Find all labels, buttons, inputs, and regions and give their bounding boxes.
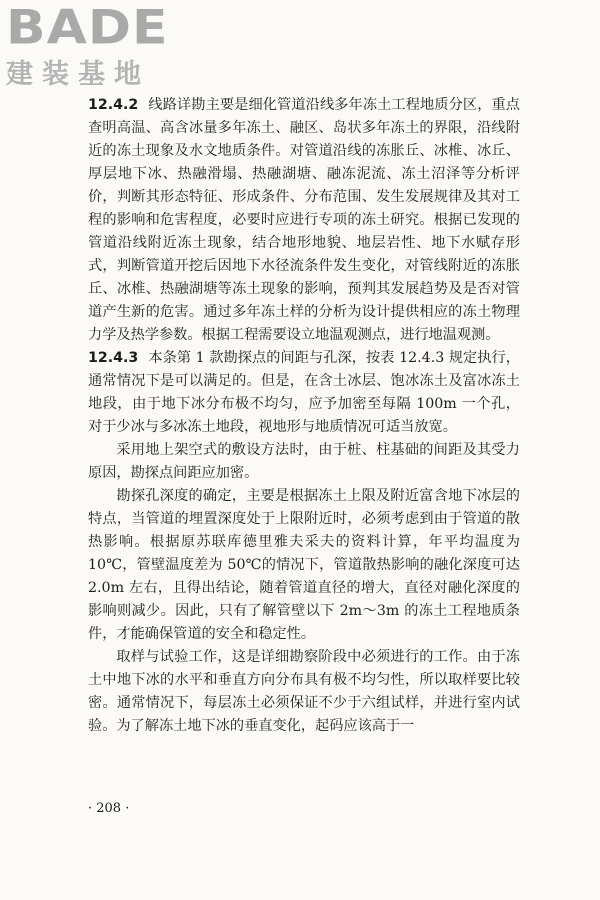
page-number: · 208 · [88, 801, 130, 816]
logo-mark: BADE [6, 1, 169, 56]
paragraph-elevated-laying [88, 439, 520, 485]
paragraph-text: 采用地上架空式的敷设方法时，由于桩、柱基础的间距及其受力原因，勘探点间距应加密。 [88, 442, 520, 481]
logo [6, 1, 196, 91]
paragraph-text: 勘探孔深度的确定，主要是根据冻土上限及附近富含地下冰层的特点，当管道的埋置深度处于上限附近时，必须考虑到由于管道的散热影响。根据原苏联库德里雅夫采夫的资料计算，年平均温度为 10℃，管壁温度差为 50℃的情况下，管道散热影响的融化深度可达 2.0m 左右，且得出结论，随着管道直径的增大，直径对融化深度的影响则减少。因此，只有了解管壁以下 2m～3m 的冻土工程地质条件，才能确保管道的安全和稳定性。 [88, 488, 520, 642]
paragraph-borehole-depth [88, 485, 520, 646]
section-number: 12.4.2 [88, 97, 139, 113]
paragraph-sampling [88, 646, 520, 738]
document-body [88, 94, 520, 738]
paragraph-text: 线路详勘主要是细化管道沿线多年冻土工程地质分区，重点查明高温、高含冰量多年冻土、融区、岛状多年冻土的界限，沿线附近的冻土现象及水文地质条件。对管道沿线的冻胀丘、冰椎、冰丘、厚层地下冰、热融滑塌、热融湖塘、融冻泥流、冻土沼泽等分析评价，判断其形态特征、形成条件、分布范围、发生发展规律及其对工程的影响和危害程度，必要时应进行专项的冻土研究。根据已发现的管道沿线附近冻土现象，结合地形地貌、地层岩性、地下水赋存形式，判断管道开挖后因地下水径流条件发生变化，对管线附近的冻胀丘、冰椎、热融湖塘等冻土现象的影响，预判其发展趋势及是否对管道产生新的危害。通过多年冻土样的分析为设计提供相应的冻土物理力学及热学参数。根据工程需要设立地温观测点，进行地温观测。 [88, 97, 520, 343]
paragraph-text: 本条第 1 款勘探点的间距与孔深，按表 12.4.3 规定执行，通常情况下是可以满足的。但是，在含土冰层、饱冰冻土及富冰冻土地段，由于地下冰分布极不均匀，应予加密至每隔 100m 一个孔，对于少冰与多冰冻土地段，视地形与地质情况可适当放宽。 [88, 350, 520, 435]
section-number: 12.4.3 [88, 350, 139, 366]
logo-subtitle: 建装基地 [6, 59, 150, 90]
paragraph-12-4-2 [88, 94, 520, 347]
paragraph-12-4-3 [88, 347, 520, 439]
paragraph-text: 取样与试验工作，这是详细勘察阶段中必须进行的工作。由于冻土中地下冰的水平和垂直方向分布具有极不均匀性，所以取样要比较密。通常情况下，每层冻土必须保证不少于六组试样，并进行室内试验。为了解冻土地下冰的垂直变化，起码应该高于一 [88, 649, 520, 734]
